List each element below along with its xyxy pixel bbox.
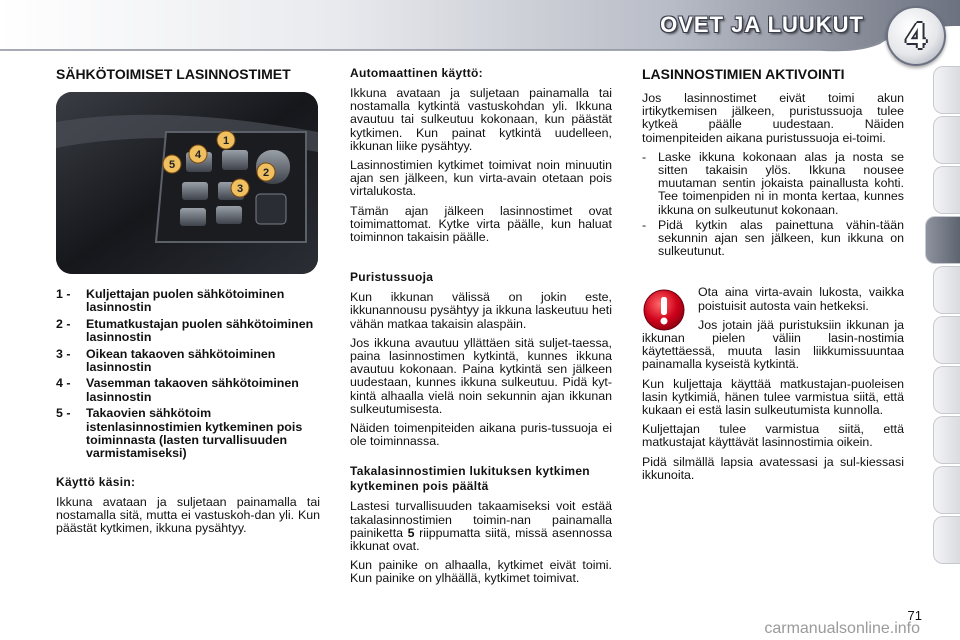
manual-operation-text: Ikkuna avataan ja suljetaan painamalla tai nostamalla sitä, mutta ei vastuskoh-dan yli. Kun päästät kytkimen, ikkuna pysähtyy. [56,494,320,536]
thumb-tab[interactable] [933,366,960,414]
anti-pinch-p2: Jos ikkuna avautuu yllättäen sitä suljet-taessa, paina lasinnostimen kytkintä, kunnes ikkuna avautuu kokonaan. Paina kytkintä sen jälkeen uudestaan, kunnes ikkuna sulkeutuu. Pidä kyt-kintä alhaalla vielä noin sekunnin ajan ikkunan sulkeutumisesta. [350,335,612,416]
chapter-badge [886,6,946,66]
thumb-tab[interactable] [933,266,960,314]
callout-5: 5 [168,159,176,171]
auto-operation-p3: Tämän ajan jälkeen lasinnostimet ovat toimimattomat. Kytke virta päälle, kun haluat toiminnon takaisin päälle. [350,203,612,245]
thumb-tab[interactable] [933,416,960,464]
auto-operation-p2: Lasinnostimien kytkimet toimivat noin minuutin ajan sen jälkeen, kun virta-avain otetaan pois virtalukosta. [350,158,612,199]
thumb-tab[interactable] [933,66,960,114]
anti-pinch-title: Puristussuoja [350,270,434,285]
switch-legend [56,288,320,461]
callout-3: 3 [236,183,244,195]
warning-p1: Ota aina virta-avain lukosta, vaikka poistuisit autosta vain hetkeksi. [698,285,904,313]
legend-item: 3 - Oikean takaoven sähkötoiminen lasinnostin [56,346,276,375]
section-title-activation: LASINNOSTIMIEN AKTIVOINTI [642,66,845,82]
column-middle [350,66,612,592]
anti-pinch-p3: Näiden toimenpiteiden aikana puris-tussuoja ei ole toiminnassa. [350,421,612,449]
warning-p5: Pidä silmällä lapsia avatessasi ja sul-kiessasi ikkunoita. [642,454,904,482]
auto-operation-p1: Ikkuna avataan ja suljetaan painamalla tai nostamalla kytkintä vastuskohdan yli. Ikkuna avautuu tai sulkeutuu kokonaan, kun päästät kytkimen. Kun painat kytkintä uudelleen, ikkunan liike pysähtyy. [350,86,612,153]
watermark: carmanualsonline.info [764,620,920,637]
thumb-tab[interactable] [933,116,960,164]
thumb-tab[interactable] [933,166,960,214]
activation-intro: Jos lasinnostimet eivät toimi akun irtikytkemisen jälkeen, puristussuoja tulee kytkeä päälle uudestaan. Näiden toimenpiteiden aikana puristussuoja ei-toimi. [642,91,904,145]
thumb-tab[interactable] [933,516,960,564]
warning-box [642,286,904,482]
warning-exclamation-icon [642,288,686,332]
thumb-tab[interactable] [933,466,960,514]
activation-steps [642,151,904,259]
callout-1: 1 [222,135,230,147]
thumb-tab[interactable] [933,316,960,364]
rear-lock-p1: Lastesi turvallisuuden takaamiseksi voit estää takalasinnostimien toimin-nan painamalla painiketta 5 riippumatta siitä, missä asennossa ikkunat ovat. [350,499,612,554]
list-item: - Pidä kytkin alas painettuna vähin-tään sekunnin ajan sen jälkeen, kun ikkuna on sulkeutunut. [642,217,904,259]
anti-pinch-p1: Kun ikkunan välissä on jokin este, ikkunannousu pysähtyy ja ikkuna laskeutuu heti vähän matkaa takaisin alaspäin. [350,290,612,331]
rear-lock-p2: Kun painike on alhaalla, kytkimet eivät toimi. Kun painike on ylhäällä, kytkimet toimivat. [350,558,612,586]
legend-item: 1 - Kuljettajan puolen sähkötoiminen lasinnostin [56,287,285,315]
list-item: - Laske ikkuna kokonaan alas ja nosta se sitten takaisin ylös. Ikkuna nousee muutaman sentin jokaista painallusta kohti. Tee toimenpiden ni in monta kertaa, kunnes ikkuna on sulkeutunut kokonaan. [642,149,904,217]
page-number: 71 [907,608,922,623]
rear-lock-title: Takalasinnostimien lukituksen kytkimen kytkeminen pois päältä [350,464,590,494]
auto-operation-title: Automaattinen käyttö: [350,66,483,80]
chapter-number: 4 [905,15,927,56]
callout-2: 2 [262,167,270,179]
chapter-thumb-tabs [930,66,960,606]
manual-operation-title: Käyttö käsin: [56,474,136,489]
column-right [642,66,904,488]
callout-4: 4 [194,149,202,161]
door-switch-illustration [56,92,318,274]
warning-p3: Kun kuljettaja käyttää matkustajan-puoleisen lasin kytkimiä, hänen tulee varmistua siitä, että kukaan ei estä lasin sulkeutumista kunnolla. [642,376,904,418]
section-title-power-windows: SÄHKÖTOIMISET LASINNOSTIMET [56,66,291,82]
chapter-title: OVET JA LUUKUT [660,12,864,37]
legend-item: 2 - Etumatkustajan puolen sähkötoiminen lasinnostin [56,316,314,345]
legend-item: 4 - Vasemman takaoven sähkötoiminen lasinnostin [56,376,299,404]
warning-p2: Jos jotain jää puristuksiin ikkunan ja ikkunan pielen väliin lasin-nostimia käytettäessä, muuta lasin liikkumissuuntaa painamalla kyseistä kytkintä. [642,317,904,372]
column-left [56,66,320,541]
legend-item: 5 - Takaovien sähkötoim istenlasinnostimien kytkeminen pois toiminnasta (lasten turvallisuuden varmistamiseksi) [56,406,303,461]
warning-p4: Kuljettajan tulee varmistua siitä, että matkustajat käyttävät lasinnostimia oikein. [642,422,904,450]
thumb-tab-active[interactable] [925,216,960,264]
door-switch-panel-photo [56,92,318,274]
